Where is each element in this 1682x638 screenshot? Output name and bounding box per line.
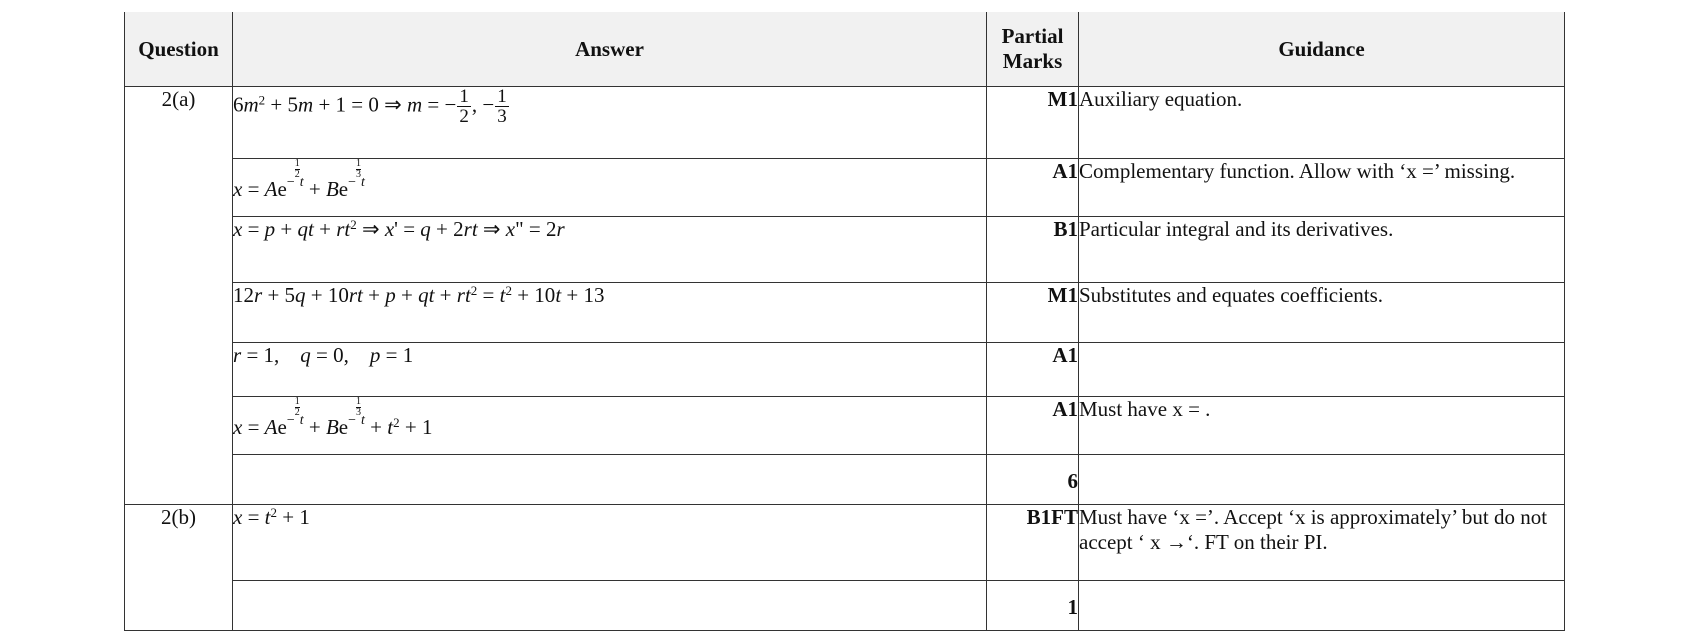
mark-cell: B1 bbox=[987, 217, 1079, 283]
total-marks-2a: 6 bbox=[987, 455, 1079, 505]
guidance-cell bbox=[1079, 343, 1565, 397]
table-row bbox=[125, 397, 1565, 455]
header-row bbox=[125, 12, 1565, 87]
mark-cell: A1 bbox=[987, 159, 1079, 217]
total-row bbox=[125, 455, 1565, 505]
guidance-cell: Particular integral and its derivatives. bbox=[1079, 217, 1565, 283]
total-row bbox=[125, 581, 1565, 631]
mark-cell: A1 bbox=[987, 397, 1079, 455]
table-row bbox=[125, 217, 1565, 283]
guidance-cell: Must have ‘x =’. Accept ‘x is approximately’ but do not accept ‘ x →‘. FT on their PI. bbox=[1079, 505, 1565, 581]
answer-empty bbox=[233, 455, 987, 505]
header-partial-line2: Marks bbox=[1002, 49, 1063, 73]
table-row bbox=[125, 87, 1565, 159]
guidance-empty bbox=[1079, 581, 1565, 631]
answer-limit: $x = t^2 + 1$ bbox=[233, 505, 987, 581]
mark-scheme-table bbox=[124, 12, 1565, 631]
mark-cell: B1FT bbox=[987, 505, 1079, 581]
guidance-cell: Must have x = . bbox=[1079, 397, 1565, 455]
answer-general-solution: $x = Ae^{- \frac{1}{2} t} + Be^{- \frac{1}{3} t} + t^2 + 1$ bbox=[233, 397, 987, 455]
header-partial-marks bbox=[987, 12, 1079, 87]
guidance-empty bbox=[1079, 455, 1565, 505]
answer-empty bbox=[233, 581, 987, 631]
answer-particular-integral: x = p + qt + $rt^2$ ⇒ x' = q + 2rt ⇒ x" = 2r bbox=[233, 217, 987, 283]
table-row bbox=[125, 283, 1565, 343]
header-partial-line1: Partial bbox=[1001, 24, 1064, 48]
question-label-2b: 2(b) bbox=[125, 505, 233, 631]
answer-complementary-function: $x = Ae^{- \frac{1}{2} t} + Be^{- \frac{1}{3} t}$ bbox=[233, 159, 987, 217]
guidance-cell: Complementary function. Allow with ‘x =’ missing. bbox=[1079, 159, 1565, 217]
answer-substitution: 12r + 5q + 10rt + p + qt + $rt^2 = t^2 + 10t + 13$ bbox=[233, 283, 987, 343]
header-question: Question bbox=[125, 12, 233, 87]
guidance-cell: Substitutes and equates coefficients. bbox=[1079, 283, 1565, 343]
header-guidance: Guidance bbox=[1079, 12, 1565, 87]
mark-cell: M1 bbox=[987, 283, 1079, 343]
question-label-2a: 2(a) bbox=[125, 87, 233, 505]
mark-cell: M1 bbox=[987, 87, 1079, 159]
header-answer: Answer bbox=[233, 12, 987, 87]
mark-cell: A1 bbox=[987, 343, 1079, 397]
table-row bbox=[125, 343, 1565, 397]
table-row bbox=[125, 159, 1565, 217]
guidance-cell: Auxiliary equation. bbox=[1079, 87, 1565, 159]
total-marks-2b: 1 bbox=[987, 581, 1079, 631]
answer-auxiliary-equation: $6m^2 + 5m + 1 = 0$ ⇒ m = − $\frac{1}{2}$ , − $\frac{1}{3}$ bbox=[233, 87, 987, 159]
table-row bbox=[125, 505, 1565, 581]
answer-coefficients: r = 1, q = 0, p = 1 bbox=[233, 343, 987, 397]
